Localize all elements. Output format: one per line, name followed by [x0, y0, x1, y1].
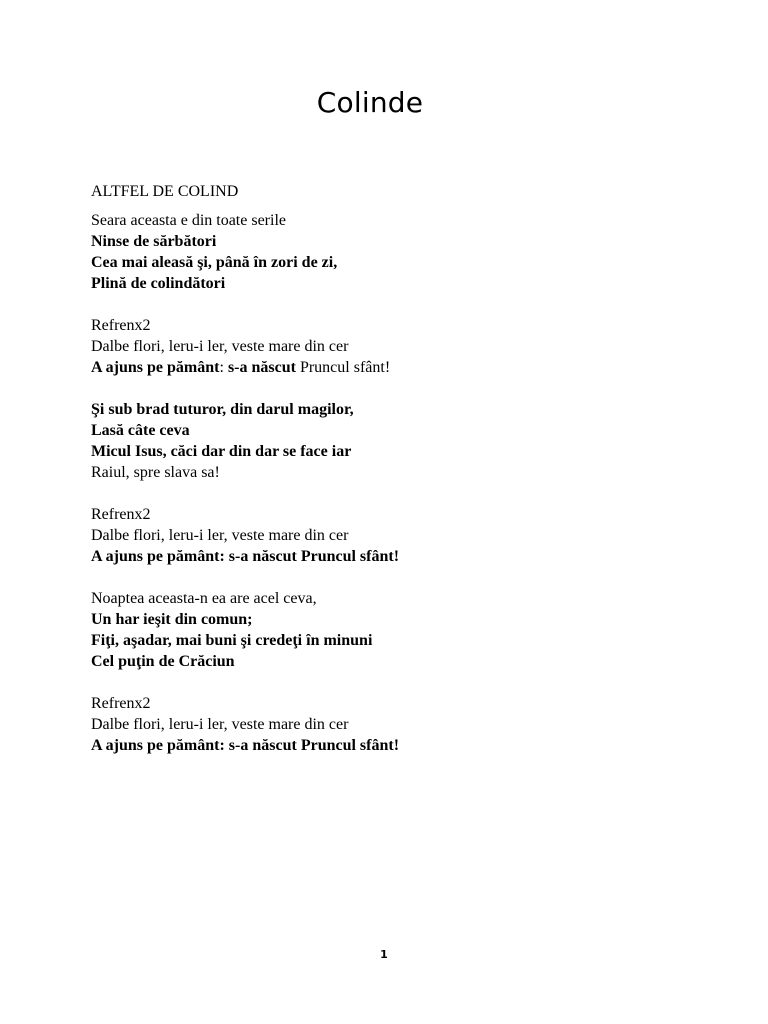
stanza-1 [91, 210, 691, 294]
lyrics-body [91, 181, 691, 777]
stanza-3-line-3: Fiţi, aşadar, mai buni şi credeţi în minuni [91, 632, 373, 649]
stanza-2 [91, 399, 691, 483]
refrain-1-line-2-part-b: : [219, 359, 228, 376]
refrain-1-line-2-part-c: s-a născut [227, 359, 296, 376]
refrain-3-line-1: Dalbe flori, leru-i ler, veste mare din cer [91, 716, 349, 733]
refrain-1 [91, 315, 691, 378]
stanza-1-line-2: Ninse de sărbători [91, 233, 217, 250]
stanza-1-line-1: Seara aceasta e din toate serile [91, 212, 286, 229]
stanza-1-line-3: Cea mai aleasă şi, până în zori de zi, [91, 254, 338, 271]
stanza-3 [91, 588, 691, 672]
refrain-2 [91, 504, 691, 567]
refrain-1-line-2 [91, 357, 691, 378]
document-title: Colinde [316, 86, 424, 119]
stanza-3-line-2: Un har ieşit din comun; [91, 611, 253, 628]
stanza-2-line-4: Raiul, spre slava sa! [91, 464, 220, 481]
stanza-1-line-4: Plină de colindători [91, 275, 226, 292]
refrain-1-label: Refrenx2 [91, 317, 151, 334]
refrain-1-line-2-part-a: A ajuns pe pământ [91, 359, 220, 376]
refrain-2-label: Refrenx2 [91, 506, 151, 523]
refrain-3 [91, 693, 691, 756]
stanza-3-line-1: Noaptea aceasta-n ea are acel ceva, [91, 590, 317, 607]
refrain-1-line-2-part-d: Pruncul sfânt! [295, 359, 391, 376]
stanza-2-line-2: Lasă câte ceva [91, 422, 190, 439]
refrain-1-line-1: Dalbe flori, leru-i ler, veste mare din cer [91, 338, 349, 355]
refrain-3-label: Refrenx2 [91, 695, 151, 712]
refrain-2-line-1: Dalbe flori, leru-i ler, veste mare din cer [91, 527, 349, 544]
stanza-2-line-3: Micul Isus, căci dar din dar se face iar [91, 443, 352, 460]
refrain-3-line-2: A ajuns pe pământ: s-a născut Pruncul sfânt! [91, 737, 400, 754]
stanza-2-line-1: Şi sub brad tuturor, din darul magilor, [91, 401, 354, 418]
page-number: 1 [380, 948, 388, 961]
refrain-2-line-2: A ajuns pe pământ: s-a născut Pruncul sfânt! [91, 548, 400, 565]
song-title: ALTFEL DE COLIND [91, 183, 239, 200]
stanza-3-line-4: Cel puţin de Crăciun [91, 653, 235, 670]
